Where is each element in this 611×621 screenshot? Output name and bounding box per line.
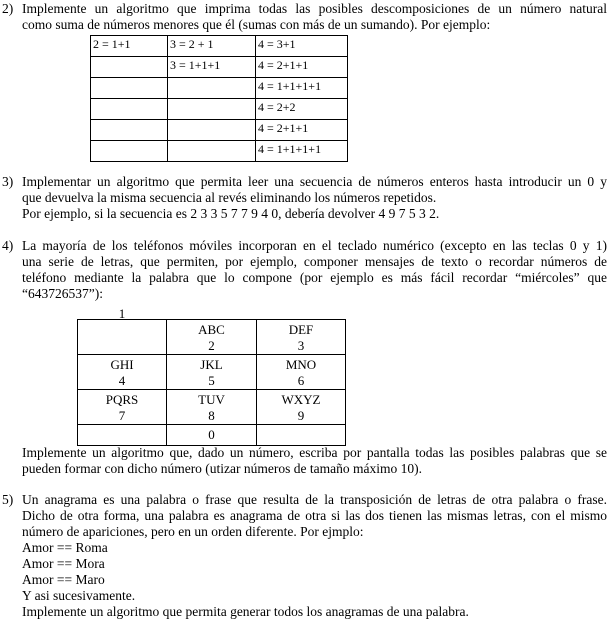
- statement-line: Un anagrama es una palabra o frase que resulta de la transposición de letras de otra palabra o frase.: [22, 492, 607, 507]
- statement-line: Amor == Roma: [22, 540, 108, 555]
- table-cell: [91, 99, 168, 120]
- statement-line: una serie de letras, que permiten, por ejemplo, componer mensajes de texto o recordar números de: [22, 254, 607, 269]
- exercise-statement: [22, 492, 607, 620]
- key-letters: TUV: [198, 392, 225, 407]
- key-number: 6: [297, 373, 305, 388]
- statement-line: como suma de números menores que él (sumas con más de un sumando). Por ejemplo:: [22, 17, 491, 32]
- table-cell: 4 = 3+1: [256, 36, 348, 57]
- statement-line: teléfono mediante la palabra que lo compone (por ejemplo es más fácil recordar “miércoles” que: [22, 270, 607, 285]
- key-number: 4: [118, 373, 126, 388]
- table-row: [91, 141, 348, 162]
- statement-line: Por ejemplo, si la secuencia es 2 3 3 5 7 7 9 4 0, debería devolver 4 9 7 5 3 2.: [22, 206, 440, 221]
- table-row: [91, 36, 348, 57]
- table-cell: [168, 99, 256, 120]
- exercise-statement: [22, 238, 607, 302]
- key-number: 5: [208, 373, 215, 388]
- table-row: [91, 57, 348, 78]
- exercise-statement: [22, 445, 607, 477]
- key-letters: DEF: [288, 322, 314, 337]
- statement-line: La mayoría de los teléfonos móviles incorporan en el teclado numérico (excepto en las teclas 0 y 1): [22, 238, 607, 253]
- keypad-key-empty: [257, 425, 346, 446]
- exercise-statement: [22, 174, 607, 222]
- statement-line: número de apariciones, pero en un orden diferente. Por ejmplo:: [22, 524, 364, 539]
- decomposition-table: [90, 35, 348, 162]
- keypad-key-4: [78, 355, 167, 390]
- table-cell: 4 = 1+1+1+1: [256, 78, 348, 99]
- exercise-statement: [22, 1, 607, 33]
- key-number: 8: [208, 408, 215, 423]
- key-letters: JKL: [200, 357, 223, 372]
- key-letters: PQRS: [105, 392, 139, 407]
- key-number: 1: [118, 306, 126, 321]
- table-cell: 4 = 1+1+1+1: [256, 141, 348, 162]
- statement-line: Implementar un algoritmo que permita leer una secuencia de números enteros hasta introducir un 0 y: [22, 174, 607, 189]
- table-cell: [168, 120, 256, 141]
- table-cell: 3 = 1+1+1: [168, 57, 256, 78]
- table-cell: [91, 120, 168, 141]
- keypad-key-empty: [78, 425, 167, 446]
- keypad-key-1: [78, 306, 167, 355]
- exercise-number: 5): [2, 492, 14, 507]
- table-cell: 4 = 2+2: [256, 99, 348, 120]
- key-number: 9: [297, 408, 305, 423]
- key-number: 2: [208, 338, 215, 353]
- table-cell: 2 = 1+1: [91, 36, 168, 57]
- keypad-key-0: [167, 425, 257, 446]
- table-cell: [168, 78, 256, 99]
- statement-line: Amor == Maro: [22, 572, 105, 587]
- table-row: [91, 78, 348, 99]
- statement-line: Y asi sucesivamente.: [22, 588, 136, 603]
- keypad-key-2: [167, 320, 257, 355]
- key-number: 7: [118, 408, 126, 423]
- key-number: 3: [297, 338, 305, 353]
- table-cell: 4 = 2+1+1: [256, 120, 348, 141]
- table-cell: [91, 141, 168, 162]
- keypad-key-7: [78, 390, 167, 425]
- keypad-row: [78, 390, 346, 425]
- table-cell: 3 = 2 + 1: [168, 36, 256, 57]
- key-letters: WXYZ: [281, 392, 321, 407]
- phone-keypad-table: [77, 306, 346, 446]
- keypad-row: [78, 320, 346, 355]
- table-cell: [91, 78, 168, 99]
- table-row: [91, 99, 348, 120]
- keypad-key-3: [257, 320, 346, 355]
- exercise-number: 3): [2, 174, 14, 189]
- statement-line: Implemente un algoritmo que permita generar todos los anagramas de una palabra.: [22, 604, 469, 619]
- key-letters: ABC: [198, 322, 225, 337]
- keypad-key-9: [257, 390, 346, 425]
- key-letters: MNO: [285, 357, 317, 372]
- exercise-number: 4): [2, 238, 14, 253]
- statement-line: pueden formar con dicho número (utizar números de tamaño máximo 10).: [22, 461, 422, 476]
- table-cell: [91, 57, 168, 78]
- statement-line: Implemente un algoritmo que, dado un número, escriba por pantalla todas las posibles palabras que se: [22, 445, 607, 460]
- statement-line: que devuelva la misma secuencia al revés eliminando los números repetidos.: [22, 190, 437, 205]
- statement-line: Implemente un algoritmo que imprima todas las posibles descomposiciones de un número natural: [22, 1, 607, 16]
- keypad-key-8: [167, 390, 257, 425]
- table-cell: 4 = 2+1+1: [256, 57, 348, 78]
- exercise-number: 2): [2, 1, 14, 16]
- keypad-row: [78, 355, 346, 390]
- statement-line: Amor == Mora: [22, 556, 105, 571]
- table-cell: [168, 141, 256, 162]
- keypad-row: [78, 425, 346, 446]
- keypad-key-5: [167, 355, 257, 390]
- statement-line: Dicho de otra forma, una palabra es anagrama de otra si las dos tienen las mismas letras, con el mismo: [22, 508, 607, 523]
- keypad-key-6: [257, 355, 346, 390]
- statement-line: “643726537”):: [22, 286, 103, 301]
- key-letters: GHI: [110, 357, 134, 372]
- table-row: [91, 120, 348, 141]
- key-number: 0: [208, 427, 215, 442]
